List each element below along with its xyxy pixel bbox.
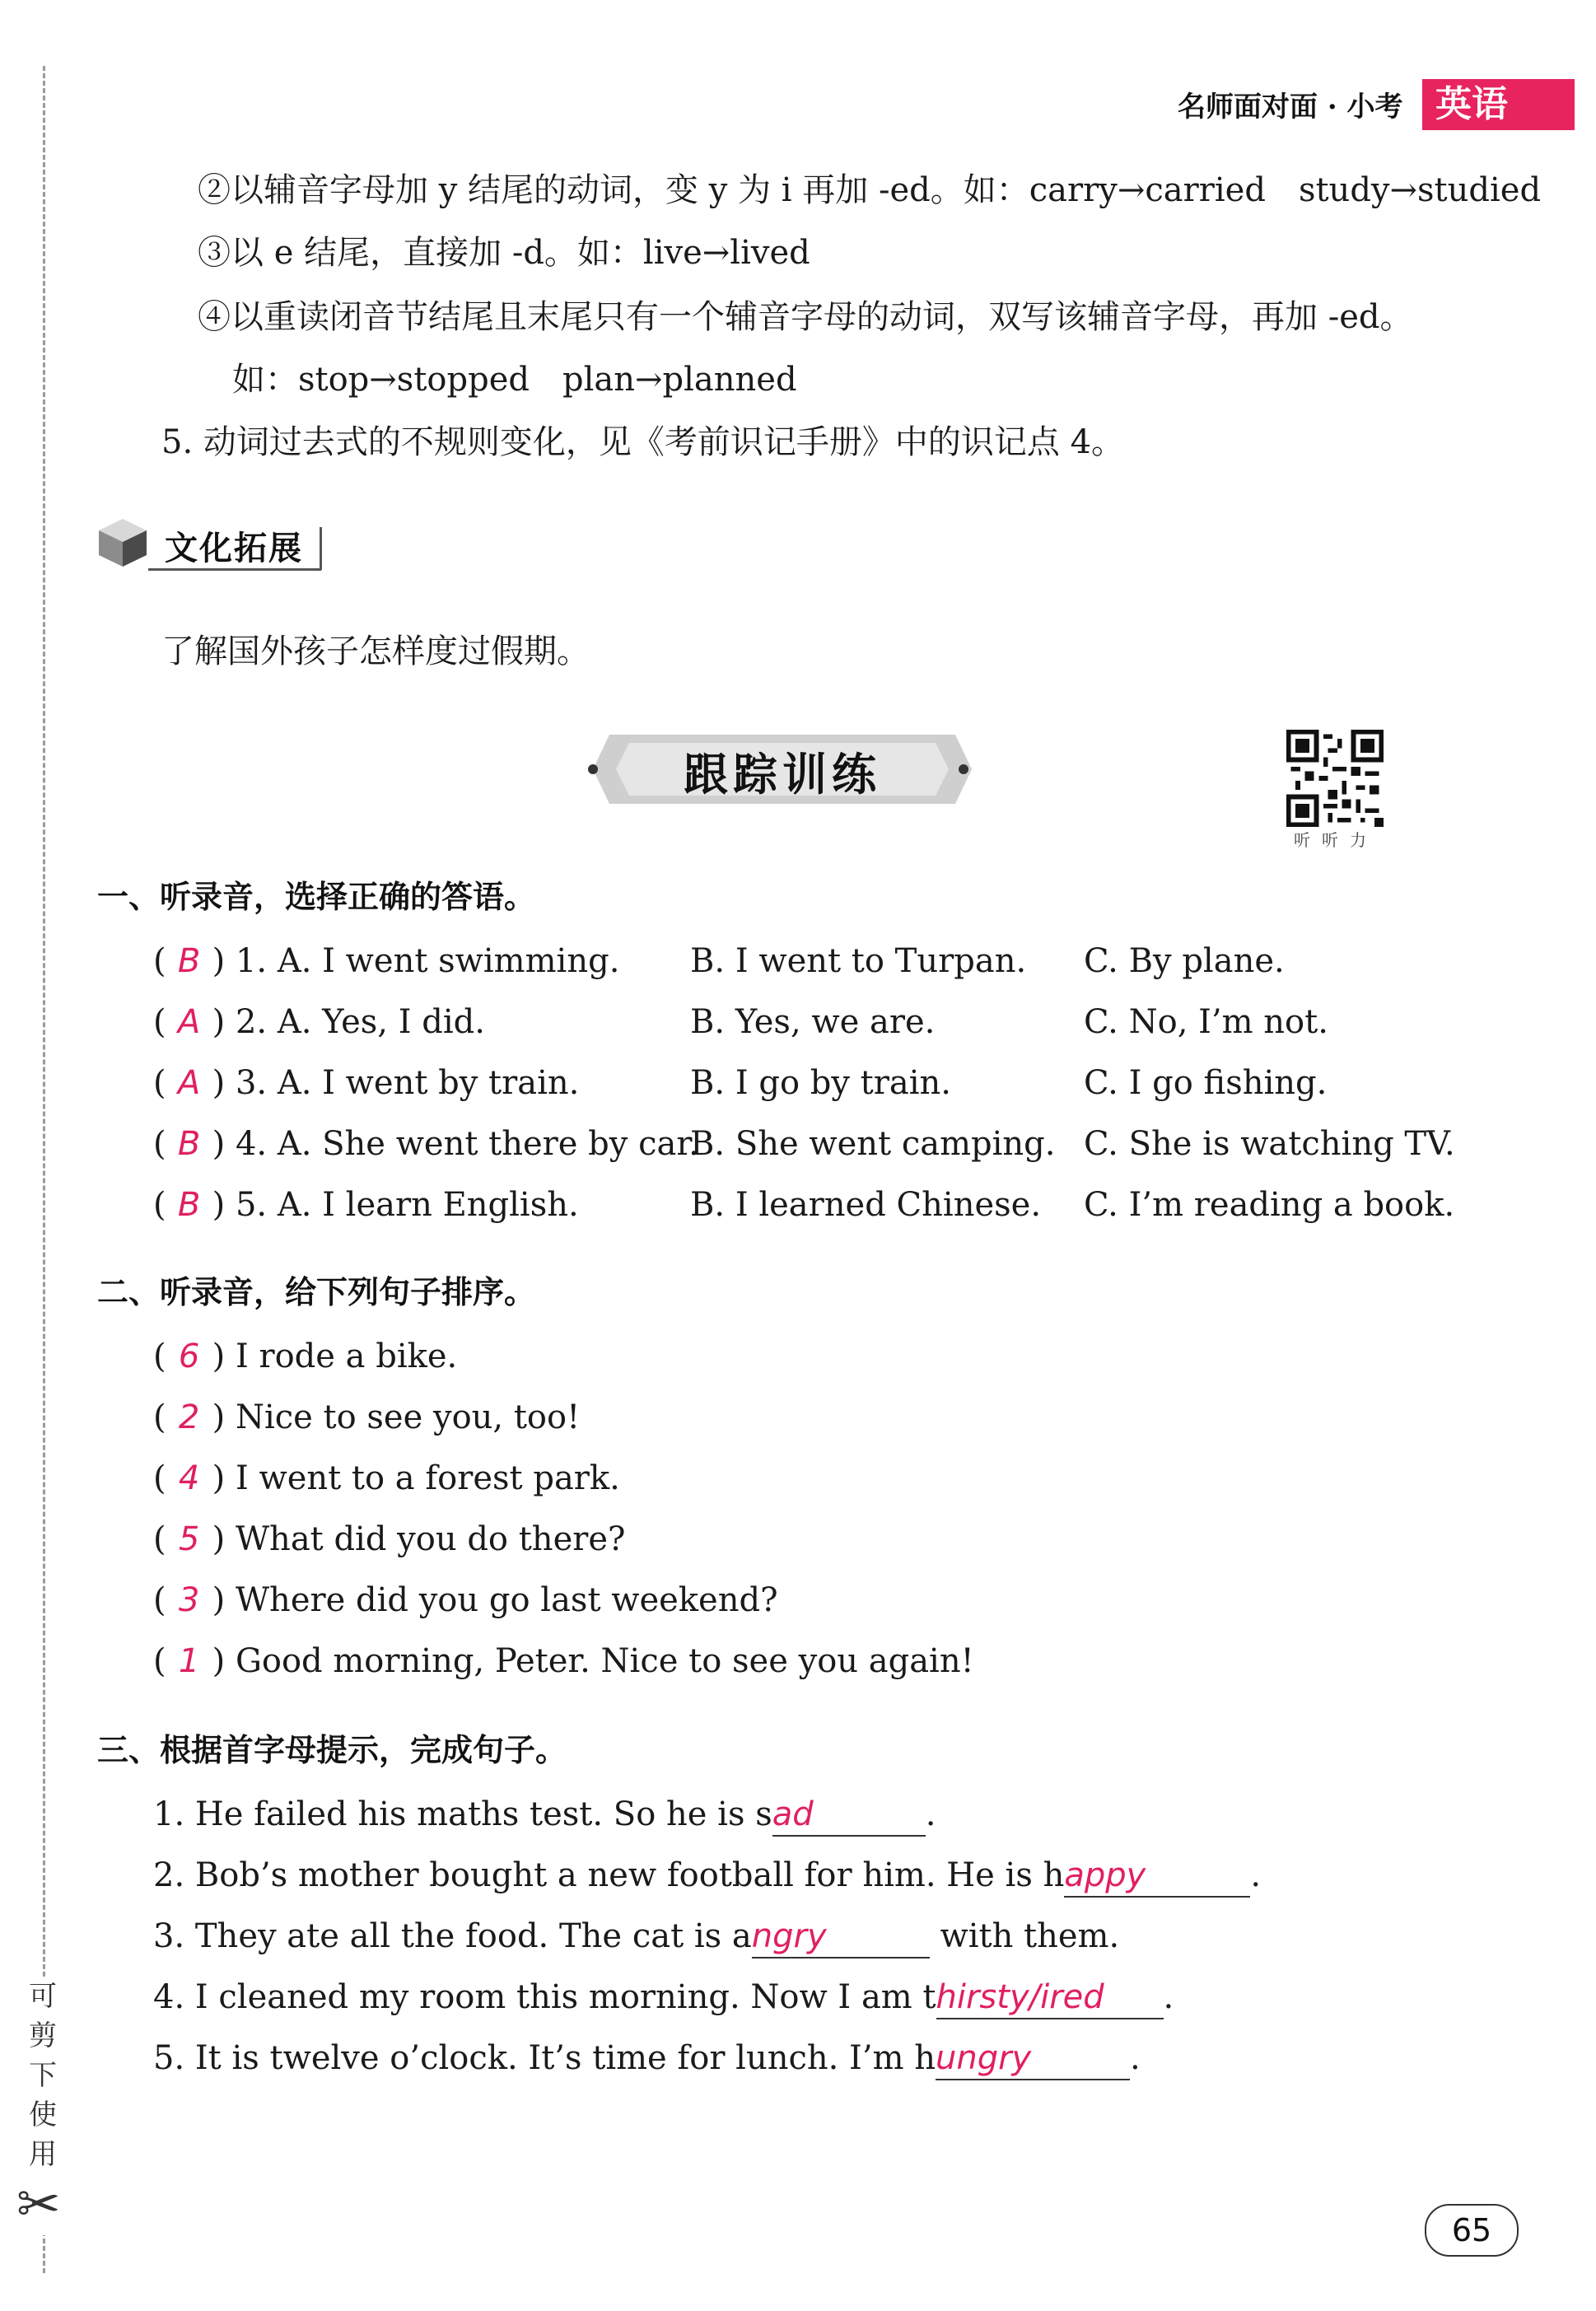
section-3-title: 三、根据首字母提示，完成句子。 xyxy=(97,1732,567,1768)
option-a: A. I went by train. xyxy=(277,1064,580,1102)
option-a: A. She went there by car. xyxy=(277,1125,699,1163)
option-b: B. She went camping. xyxy=(690,1125,1056,1163)
answer-blank[interactable]: appy xyxy=(1064,1855,1250,1898)
mc-question: ( A ) 3. A. I went by train. xyxy=(153,1064,580,1102)
option-c: C. I go fishing. xyxy=(1084,1064,1328,1102)
heading-bar xyxy=(320,527,322,570)
fill-item: 2. Bob’s mother bought a new football for him. He is happy . xyxy=(153,1855,1261,1898)
culture-text: 了解国外孩子怎样度过假期。 xyxy=(161,633,590,670)
answer-mark: 4 xyxy=(178,1459,200,1497)
scissors-icon: ✂ xyxy=(16,2174,61,2235)
order-item: ( 6 ) I rode a bike. xyxy=(153,1338,458,1375)
section-1-title: 一、听录音，选择正确的答语。 xyxy=(97,879,536,915)
mc-question: ( B ) 4. A. She went there by car. xyxy=(153,1125,699,1163)
option-c: C. By plane. xyxy=(1084,942,1285,980)
answer-mark: 5 xyxy=(178,1520,200,1558)
order-item: ( 2 ) Nice to see you, too! xyxy=(153,1398,581,1436)
option-b: B. I go by train. xyxy=(690,1064,951,1102)
answer-mark: 6 xyxy=(178,1338,200,1375)
mc-question: ( A ) 2. A. Yes, I did. xyxy=(153,1003,485,1041)
cube-icon xyxy=(97,517,148,568)
option-a: A. I went swimming. xyxy=(277,942,620,980)
answer-mark: B xyxy=(177,942,201,980)
grammar-note: 5. 动词过去式的不规则变化，见《考前识记手册》中的识记点 4。 xyxy=(161,423,1125,461)
option-c: C. She is watching TV. xyxy=(1084,1125,1455,1163)
sentence: I rode a bike. xyxy=(235,1338,458,1375)
heading-underline xyxy=(148,568,321,571)
order-item: ( 1 ) Good morning, Peter. Nice to see you again! xyxy=(153,1642,974,1680)
sentence: Nice to see you, too! xyxy=(235,1398,581,1436)
qr-code-icon[interactable] xyxy=(1286,730,1384,827)
answer-blank[interactable]: hirsty/ired xyxy=(936,1977,1164,2019)
page-number: 65 xyxy=(1425,2204,1519,2257)
fill-item: 5. It is twelve o’clock. It’s time for lunch. I’m hungry . xyxy=(153,2038,1141,2080)
option-a: A. I learn English. xyxy=(277,1186,579,1224)
mc-question: ( B ) 5. A. I learn English. xyxy=(153,1186,579,1224)
answer-blank[interactable]: ngry xyxy=(752,1916,930,1959)
option-b: B. I learned Chinese. xyxy=(690,1186,1042,1224)
fill-item: 3. They ate all the food. The cat is angry with them. xyxy=(153,1916,1119,1959)
option-b: B. I went to Turpan. xyxy=(690,942,1027,980)
order-item: ( 4 ) I went to a forest park. xyxy=(153,1459,620,1497)
option-a: A. Yes, I did. xyxy=(277,1003,485,1041)
option-c: C. No, I’m not. xyxy=(1084,1003,1328,1041)
subject-tag: 英语 xyxy=(1422,79,1575,130)
sentence: I went to a forest park. xyxy=(235,1459,620,1497)
mc-question: ( B ) 1. A. I went swimming. xyxy=(153,942,620,980)
qr-label: 听听力 xyxy=(1294,830,1378,850)
order-item: ( 5 ) What did you do there? xyxy=(153,1520,626,1558)
sentence: Where did you go last weekend? xyxy=(235,1581,778,1619)
grammar-note: 如：stop→stopped plan→planned xyxy=(232,361,797,399)
fill-item: 1. He failed his maths test. So he is sad . xyxy=(153,1794,936,1837)
fill-item: 4. I cleaned my room this morning. Now I am thirsty/ired . xyxy=(153,1977,1174,2019)
culture-heading: 文化拓展 xyxy=(165,530,303,567)
grammar-note: ②以辅音字母加 y 结尾的动词，变 y 为 i 再加 -ed。如：carry→carried study→studied xyxy=(198,171,1542,209)
answer-mark: B xyxy=(177,1125,201,1163)
option-c: C. I’m reading a book. xyxy=(1084,1186,1455,1224)
grammar-note: ④以重读闭音节结尾且末尾只有一个辅音字母的动词，双写该辅音字母，再加 -ed。 xyxy=(198,298,1413,336)
answer-mark: B xyxy=(177,1186,201,1224)
series-brand: 名师面对面 · 小考 xyxy=(1178,91,1403,124)
order-item: ( 3 ) Where did you go last weekend? xyxy=(153,1581,778,1619)
answer-blank[interactable]: ungry xyxy=(936,2038,1130,2080)
sentence: Good morning, Peter. Nice to see you again! xyxy=(235,1642,974,1680)
sentence: What did you do there? xyxy=(235,1520,626,1558)
banner-title: 跟踪训练 xyxy=(684,749,881,801)
answer-mark: A xyxy=(177,1064,201,1102)
answer-mark: 3 xyxy=(178,1581,200,1619)
section-2-title: 二、听录音，给下列句子排序。 xyxy=(97,1274,536,1310)
answer-mark: 2 xyxy=(178,1398,200,1436)
answer-mark: A xyxy=(177,1003,201,1041)
answer-mark: 1 xyxy=(178,1642,200,1680)
cut-line xyxy=(43,66,45,2273)
grammar-note: ③以 e 结尾，直接加 -d。如：live→lived xyxy=(198,234,810,272)
option-b: B. Yes, we are. xyxy=(690,1003,936,1041)
answer-blank[interactable]: ad xyxy=(772,1794,926,1837)
cut-instruction: 可剪下使用 xyxy=(26,1977,59,2174)
